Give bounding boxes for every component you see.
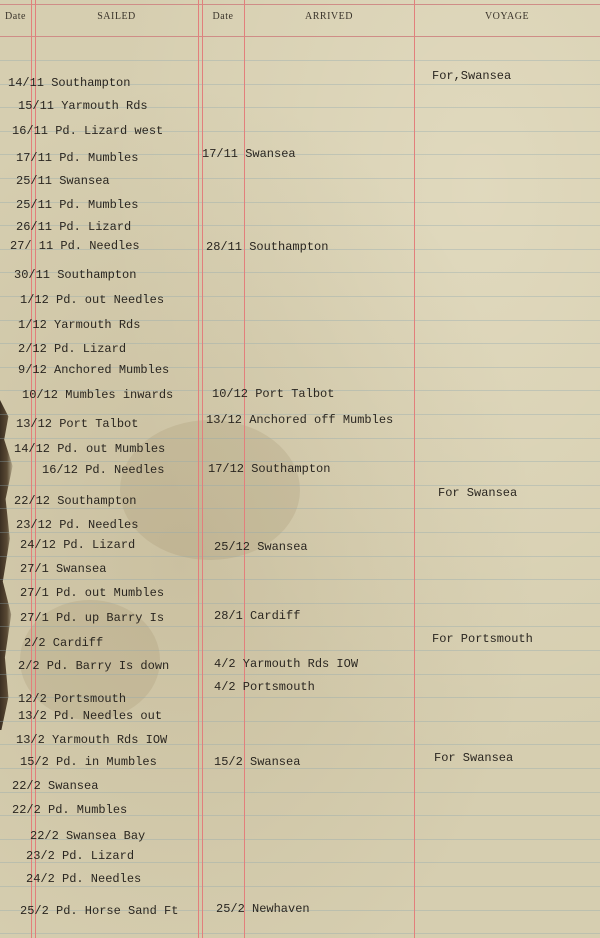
arrived-entry: 13/12 Anchored off Mumbles: [206, 413, 394, 427]
sailed-entry: 24/12 Pd. Lizard: [20, 538, 136, 552]
ruled-line: [0, 603, 600, 604]
ruled-line: [0, 626, 600, 627]
arrived-entry: 15/2 Swansea: [214, 755, 301, 769]
voyage-entry: For,Swansea: [432, 69, 512, 83]
ruled-line: [0, 933, 600, 934]
sailed-entry: 27/1 Pd. out Mumbles: [20, 586, 165, 600]
sailed-entry: 27/ 11 Pd. Needles: [10, 239, 140, 253]
sailed-entry: 14/12 Pd. out Mumbles: [14, 442, 166, 456]
header-bottom-rule: [0, 36, 600, 37]
ruled-line: [0, 508, 600, 509]
sailed-entry: 23/12 Pd. Needles: [16, 518, 139, 532]
sailed-entry: 2/2 Cardiff: [24, 636, 104, 650]
sailed-entry: 26/11 Pd. Lizard: [16, 220, 132, 234]
sailed-entry: 25/11 Pd. Mumbles: [16, 198, 139, 212]
sailed-entry: 15/2 Pd. in Mumbles: [20, 755, 157, 769]
sailed-entry: 17/11 Pd. Mumbles: [16, 151, 139, 165]
ruled-line: [0, 532, 600, 533]
arrived-entry: 10/12 Port Talbot: [212, 387, 335, 401]
ruled-line: [0, 556, 600, 557]
sailed-entry: 12/2 Portsmouth: [18, 692, 127, 706]
column-line: [31, 0, 32, 938]
paper-stain: [120, 420, 300, 560]
arrived-entry: 25/2 Newhaven: [216, 902, 310, 916]
header-voyage: VOYAGE: [484, 11, 530, 22]
sailed-entry: 1/12 Yarmouth Rds: [18, 318, 141, 332]
sailed-entry: 22/2 Swansea: [12, 779, 99, 793]
ruled-line: [0, 438, 600, 439]
sailed-entry: 13/12 Port Talbot: [16, 417, 139, 431]
column-line: [202, 0, 203, 938]
sailed-entry: 10/12 Mumbles inwards: [22, 388, 174, 402]
voyage-entry: For Portsmouth: [432, 632, 533, 646]
sailed-entry: 2/2 Pd. Barry Is down: [18, 659, 170, 673]
sailed-entry: 25/2 Pd. Horse Sand Ft: [20, 904, 179, 918]
arrived-entry: 28/11 Southampton: [206, 240, 329, 254]
column-line: [35, 0, 36, 938]
sailed-entry: 14/11 Southampton: [8, 76, 131, 90]
arrived-entry: 17/11 Swansea: [202, 147, 296, 161]
header-date-sailed: Date: [5, 11, 26, 22]
voyage-entry: For Swansea: [434, 751, 514, 765]
arrived-entry: 4/2 Portsmouth: [214, 680, 315, 694]
sailed-entry: 24/2 Pd. Needles: [26, 872, 142, 886]
arrived-entry: 25/12 Swansea: [214, 540, 308, 554]
sailed-entry: 27/1 Pd. up Barry Is: [20, 611, 165, 625]
header-date-arrived: Date: [212, 11, 234, 22]
sailed-entry: 22/12 Southampton: [14, 494, 137, 508]
torn-edge: [0, 400, 14, 730]
sailed-entry: 16/12 Pd. Needles: [42, 463, 165, 477]
ruled-line: [0, 650, 600, 651]
ruled-line: [0, 579, 600, 580]
sailed-entry: 1/12 Pd. out Needles: [20, 293, 165, 307]
sailed-entry: 27/1 Swansea: [20, 562, 107, 576]
ruled-line: [0, 886, 600, 887]
sailed-entry: 16/11 Pd. Lizard west: [12, 124, 164, 138]
sailed-entry: 25/11 Swansea: [16, 174, 110, 188]
sailed-entry: 2/12 Pd. Lizard: [18, 342, 127, 356]
sailed-entry: 13/2 Yarmouth Rds IOW: [16, 733, 168, 747]
ruled-line: [0, 674, 600, 675]
sailed-entry: 15/11 Yarmouth Rds: [18, 99, 148, 113]
header-sailed: SAILED: [97, 11, 136, 22]
ruled-line: [0, 60, 600, 61]
voyage-entry: For Swansea: [438, 486, 518, 500]
sailed-entry: 13/2 Pd. Needles out: [18, 709, 163, 723]
sailed-entry: 23/2 Pd. Lizard: [26, 849, 135, 863]
column-line: [414, 0, 415, 938]
header-top-rule: [0, 4, 600, 5]
arrived-entry: 28/1 Cardiff: [214, 609, 301, 623]
sailed-entry: 22/2 Swansea Bay: [30, 829, 146, 843]
sailed-entry: 9/12 Anchored Mumbles: [18, 363, 170, 377]
sailed-entry: 30/11 Southampton: [14, 268, 137, 282]
arrived-entry: 17/12 Southampton: [208, 462, 331, 476]
column-line: [198, 0, 199, 938]
header-arrived: ARRIVED: [305, 11, 353, 22]
sailed-entry: 22/2 Pd. Mumbles: [12, 803, 128, 817]
arrived-entry: 4/2 Yarmouth Rds IOW: [214, 657, 359, 671]
